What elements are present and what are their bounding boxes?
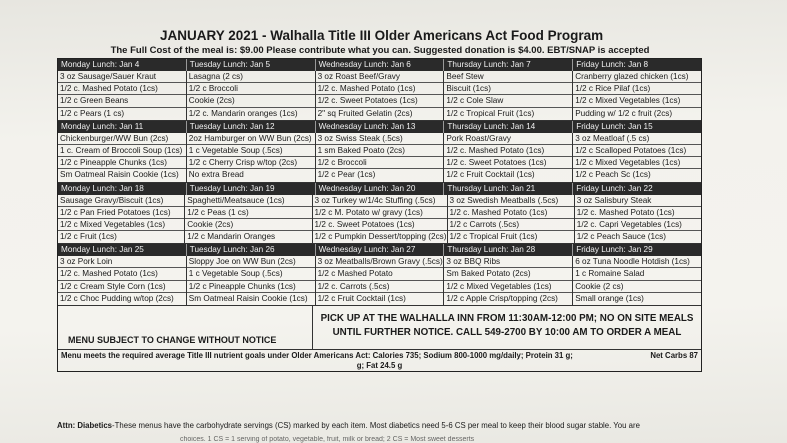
page-title: JANUARY 2021 - Walhalla Title III Older Americans Act Food Program [160, 28, 604, 43]
menu-item: 1/2 c Pear (1cs) [317, 170, 376, 180]
menu-item: 1/2 c Apple Crisp/topping (2cs) [446, 293, 558, 303]
menu-item: 1/2 c Rice Pilaf (1cs) [573, 83, 701, 95]
menu-item: 1/2 c Pears (1 cs) [60, 108, 125, 118]
menu-item: 1/2 c Fruit Cocktail (1cs) [446, 170, 535, 180]
day-menu [316, 71, 445, 120]
menu-item: 3 oz Pork Loin [58, 256, 186, 268]
day-header: Tuesday Lunch: Jan 12 [187, 121, 316, 133]
menu-item: 1/2 c Mandarin Oranges [187, 232, 276, 242]
day-header: Wednesday Lunch: Jan 27 [316, 244, 445, 256]
menu-item: 1/2 c Peach Sc (1cs) [575, 170, 651, 180]
day-menu [187, 256, 316, 305]
nutrition-text: Menu meets the required average Title III nutrient goals under Older Americans Act: Calories 735; Sodium 800-1000 mg/daily; Protein 31 g; [61, 351, 573, 360]
diabetic-notice [57, 421, 757, 430]
day-header: Friday Lunch: Jan 15 [576, 121, 653, 131]
menu-item: 1/2 c. Mandarin oranges (1cs) [188, 108, 298, 118]
cost-notice: The Full Cost of the meal is: $9.00 Please contribute what you can. Suggested donation is $4.00. EBT/SNAP is accepted [110, 45, 650, 56]
menu-item: 1/2 c. Sweet Potatoes (1cs) [316, 95, 444, 107]
menu-item: Small orange (1cs) [575, 293, 644, 303]
menu-item: Beef Stew [444, 71, 572, 83]
menu-item: Sloppy Joe on WW Bun (2cs) [187, 256, 315, 268]
menu-item: 1/2 c. Mashed Potato (1cs) [58, 83, 186, 95]
menu-item: Spaghetti/Meatsauce (1cs) [185, 195, 311, 207]
menu-item: 3 oz Turkey w/1/4c Stuffing (.5cs) [313, 195, 447, 207]
menu-item: 3 oz Meatballs/Brown Gravy (.5cs) [316, 256, 444, 268]
menu-item: 6 oz Tuna Noodle Hotdish (1cs) [573, 256, 701, 268]
menu-item: Sausage Gravy/Biscuit (1cs) [58, 195, 184, 207]
week-body [58, 256, 701, 306]
day-menu [187, 133, 316, 182]
pickup-notice [313, 306, 701, 349]
menu-item: Sm Baked Potato (2cs) [444, 268, 572, 280]
menu-item: 1/2 c. Mashed Potato (1cs) [316, 83, 444, 95]
menu-item: 1 sm Baked Poato (2cs) [316, 145, 444, 157]
menu-item: 1/2 c Fruit (1cs) [60, 232, 117, 242]
menu-item: 1/2 c. Mashed Potato (1cs) [448, 207, 574, 219]
day-menu [313, 195, 448, 244]
week-body [58, 71, 701, 121]
menu-item: 1/2 c. Carrots (.5cs) [316, 281, 444, 293]
day-menu [444, 71, 573, 120]
nutrition-row [58, 350, 701, 361]
week-body [58, 133, 701, 183]
day-menu [448, 195, 575, 244]
menu-item: 1/2 c Mixed Vegetables (1cs) [573, 157, 701, 169]
week-header [58, 244, 701, 256]
menu-item: 1/2 c Tropical Fruit (1cs) [446, 108, 535, 118]
menu-item: 1/2 c Broccoli [316, 157, 444, 169]
menu-item: No extra Bread [188, 170, 244, 180]
menu-item: 1/2 c Mixed Vegetables (1cs) [573, 95, 701, 107]
day-menu [316, 256, 445, 305]
day-menu [58, 256, 187, 305]
menu-item: 3 oz BBQ Ribs [444, 256, 572, 268]
day-menu [185, 195, 312, 244]
menu-item: 1/2 c Peas (1 cs) [185, 207, 311, 219]
menu-item: 1/2 c Broccoli [187, 83, 315, 95]
menu-item: Cookie (2cs) [185, 219, 311, 231]
menu-item: Sm Oatmeal Raisin Cookie (1cs) [60, 170, 179, 180]
pickup-line-1: PICK UP AT THE WALHALLA INN FROM 11:30AM-12:00 PM; NO ON SITE MEALS [320, 313, 694, 324]
day-header: Monday Lunch: Jan 4 [58, 59, 187, 71]
menu-item: 1/2 c Pan Fried Potatoes (1cs) [58, 207, 184, 219]
menu-item: 3 oz Meatloaf (.5 cs) [573, 133, 701, 145]
day-header: Monday Lunch: Jan 18 [58, 183, 187, 195]
day-menu [58, 71, 187, 120]
diabetic-notice-label: Attn: Diabetics [57, 421, 113, 430]
menu-item: 1/2 c Choc Pudding w/top (2cs) [60, 293, 174, 303]
net-carbs: Net Carbs 87 [650, 351, 698, 360]
day-menu [444, 133, 573, 182]
menu-item: 1 c Vegetable Soup (.5cs) [187, 268, 315, 280]
menu-item: 3 oz Swiss Steak (.5cs) [316, 133, 444, 145]
day-menu [58, 195, 185, 244]
menu-item: 3 oz Salisbury Steak [575, 195, 701, 207]
menu-item: 1/2 c. Sweet Potatoes (1cs) [313, 219, 447, 231]
day-menu [444, 256, 573, 305]
menu-item: 1/2 c Pumpkin Dessert/topping (2cs) [314, 232, 447, 242]
week-header [58, 183, 701, 195]
diabetic-notice-text: -These menus have the carbohydrate servings (CS) marked by each item. Most diabetics need 5-6 CS per meal to keep their blood sugar stable. You are [112, 421, 640, 430]
menu-item: Cookie (2 cs) [573, 281, 701, 293]
menu-item: 1/2 c. Sweet Potatoes (1cs) [444, 157, 572, 169]
nutrition-text-2: g; Fat 24.5 g [356, 361, 403, 370]
day-header: Tuesday Lunch: Jan 5 [187, 59, 316, 71]
change-notice-cell [58, 306, 313, 349]
day-header: Monday Lunch: Jan 11 [58, 121, 187, 133]
menu-item: 1/2 c Peach Sauce (1cs) [576, 232, 666, 242]
day-menu [573, 133, 701, 182]
day-header: Wednesday Lunch: Jan 6 [316, 59, 445, 71]
menu-item: Sm Oatmeal Raisin Cookie (1cs) [188, 293, 308, 303]
day-header: Wednesday Lunch: Jan 13 [316, 121, 445, 133]
menu-item: Cranberry glazed chicken (1cs) [573, 71, 701, 83]
menu-item: 1/2 c. Capri Vegetables (1cs) [575, 219, 701, 231]
day-header: Friday Lunch: Jan 29 [576, 245, 653, 255]
menu-item: 2oz Hamburger on WW Bun (2cs) [187, 133, 315, 145]
menu-item: 1/2 c. Mashed Potato (1cs) [575, 207, 701, 219]
footer-row [58, 306, 701, 350]
menu-item: 1/2 c Fruit Cocktail (1cs) [317, 293, 406, 303]
week-header [58, 59, 701, 71]
day-header: Thursday Lunch: Jan 7 [444, 59, 573, 71]
day-header: Wednesday Lunch: Jan 20 [316, 183, 445, 195]
cut-off-text: choices. 1 CS = 1 serving of potato, vegetable, fruit, milk or bread; 2 CS = Most sweet desserts [180, 436, 475, 443]
menu-item: Pudding w/ 1/2 c fruit (2cs) [575, 108, 673, 118]
day-header: Thursday Lunch: Jan 21 [444, 183, 573, 195]
menu-item: 3 oz Swedish Meatballs (.5cs) [448, 195, 574, 207]
day-header: Friday Lunch: Jan 22 [576, 183, 653, 193]
menu-item: 1/2 c Pineapple Chunks (1cs) [187, 281, 315, 293]
day-header: Tuesday Lunch: Jan 26 [187, 244, 316, 256]
day-header: Tuesday Lunch: Jan 19 [187, 183, 316, 195]
menu-item: 1/2 c Carrots (.5cs) [448, 219, 574, 231]
menu-item: 1/2 c Green Beans [58, 95, 186, 107]
day-menu [573, 71, 701, 120]
day-menu [316, 133, 445, 182]
day-menu [187, 71, 316, 120]
menu-item: Pork Roast/Gravy [444, 133, 572, 145]
menu-item: 1/2 c Mixed Vegetables (1cs) [444, 281, 572, 293]
day-menu [58, 133, 187, 182]
menu-table [57, 58, 702, 372]
menu-item: Lasagna (2 cs) [187, 71, 315, 83]
menu-item: 1/2 c M. Potato w/ gravy (1cs) [313, 207, 447, 219]
change-notice: MENU SUBJECT TO CHANGE WITHOUT NOTICE [68, 335, 277, 345]
day-header: Monday Lunch: Jan 25 [58, 244, 187, 256]
menu-item: Cookie (2cs) [187, 95, 315, 107]
menu-item: 1/2 c. Mashed Potato (1cs) [58, 268, 186, 280]
menu-item: 1 c. Cream of Broccoli Soup (1cs) [58, 145, 186, 157]
menu-item: 1/2 c Cherry Crisp w/top (2cs) [187, 157, 315, 169]
day-menu [573, 256, 701, 305]
menu-item: 1 c Romaine Salad [573, 268, 701, 280]
menu-item: 1/2 c Pineapple Chunks (1cs) [58, 157, 186, 169]
day-header: Friday Lunch: Jan 8 [576, 60, 649, 69]
pickup-line-2: UNTIL FURTHER NOTICE. CALL 549-2700 BY 10:00 AM TO ORDER A MEAL [332, 327, 682, 338]
menu-item: 1 c Vegetable Soup (.5cs) [187, 145, 315, 157]
menu-item: 1/2 c Mashed Potato [316, 268, 444, 280]
menu-item: Chickenburger/WW Bun (2cs) [58, 133, 186, 145]
menu-item: 1/2 c Cole Slaw [444, 95, 572, 107]
menu-item: 1/2 c. Mashed Potato (1cs) [444, 145, 572, 157]
week-body [58, 195, 701, 245]
menu-item: 3 oz Sausage/Sauer Kraut [58, 71, 186, 83]
menu-item: 1/2 c Tropical Fruit (1cs) [449, 232, 538, 242]
menu-item: Biscuit (1cs) [444, 83, 572, 95]
week-header [58, 121, 701, 133]
day-header: Thursday Lunch: Jan 14 [444, 121, 573, 133]
menu-item: 1/2 c Cream Style Corn (1cs) [58, 281, 186, 293]
menu-item: 1/2 c Mixed Vegetables (1cs) [58, 219, 184, 231]
menu-item: 3 oz Roast Beef/Gravy [316, 71, 444, 83]
menu-item: 1/2 c Scalloped Potatoes (1cs) [573, 145, 701, 157]
day-menu [575, 195, 701, 244]
menu-item: 2" sq Fruited Gelatin (2cs) [317, 108, 413, 118]
day-header: Thursday Lunch: Jan 28 [444, 244, 573, 256]
